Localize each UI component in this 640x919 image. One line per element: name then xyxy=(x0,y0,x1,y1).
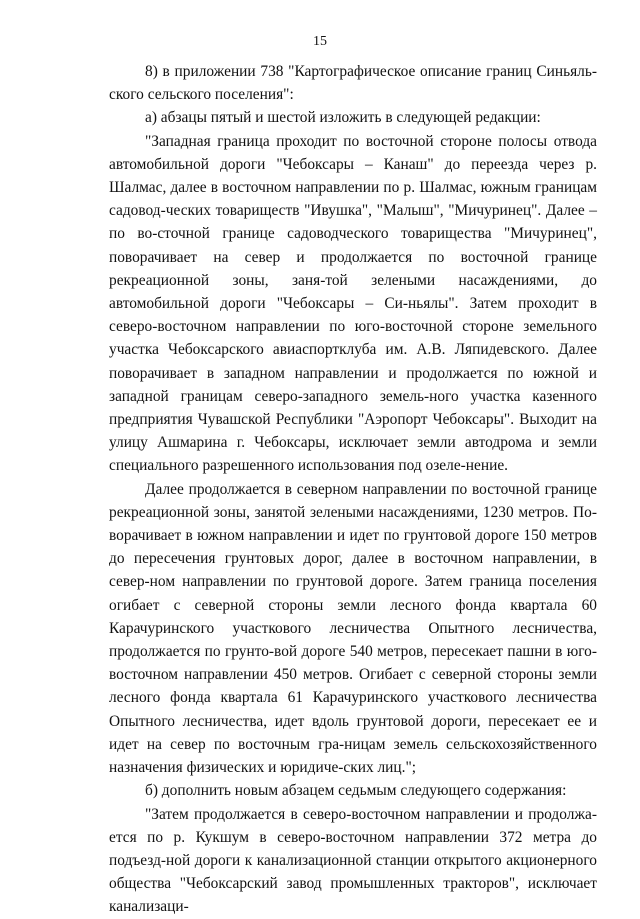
document-body xyxy=(109,60,597,919)
paragraph-amendment-a: а) абзацы пятый и шестой изложить в следующей редакции: xyxy=(145,109,541,127)
paragraph-appendix-738-heading: 8) в приложении 738 "Картографическое описание границ Синьяль-ского сельского поселения": xyxy=(109,63,597,104)
paragraph-amendment-b: б) дополнить новым абзацем седьмым следующего содержания: xyxy=(145,782,567,800)
paragraph-new-seventh: "Затем продолжается в северо-восточном направлении и продолжа-ется по р. Кукшум в северо-восточном направлении 372 метра до подъезд-ной дороги к канализационной станции открытого акционерного общества "Чебоксарский завод промышленных тракторов", исключает канализаци- xyxy=(109,805,597,916)
paragraph-western-border: "Западная граница проходит по восточной стороне полосы отвода автомобильной дороги "Чебоксары – Канаш" до переезда через р. Шалмас, далее в восточном направлении по р. Шалмас, южным границам садовод-ческих товариществ "Ивушка", "Малыш", "Мичуринец". Далее – по во-сточной границе садоводческого товарищества "Мичуринец", поворачивает на север и продолжается по восточной границе рекреационной зоны, заня-той зелеными насаждениями, до автомобильной дороги "Чебоксары – Си-ньялы". Затем проходит в северо-восточном направлении по юго-восточной стороне земельного участка Чебоксарского авиаспортклуба им. А.В. Ляпидевского. Далее поворачивает в западном направлении и продолжается по южной и западной границам северо-западного земель-ного участка казенного предприятия Чувашской Республики "Аэропорт Чебоксары". Выходит на улицу Ашмарина г. Чебоксары, исключает земли автодрома и земли специального разрешенного использования под озеле-нение. xyxy=(109,132,597,475)
paragraph-northern-continuation: Далее продолжается в северном направлении по восточной границе рекреационной зоны, занятой зелеными насаждениями, 1230 метров. По-ворачивает в южном направлении и идет по грунтовой дороге 150 метров до пересечения грунтовых дорог, далее в восточном направлении, в север-ном направлении по грунтовой дороге. Затем граница поселения огибает с северной стороны земли лесного фонда квартала 60 Карачуринского участкового лесничества Опытного лесничества, продолжается по грунто-вой дороге 540 метров, пересекает пашни в юго-восточном направлении 450 метров. Огибает с северной стороны земли лесного фонда квартала 61 Карачуринского участкового лесничества Опытного лесничества, идет вдоль грунтовой дороги, пересекает ее и идет на север по восточным гра-ницам земель сельскохозяйственного назначения физических и юридиче-ских лиц."; xyxy=(109,480,597,777)
page-number: 15 xyxy=(313,34,327,49)
